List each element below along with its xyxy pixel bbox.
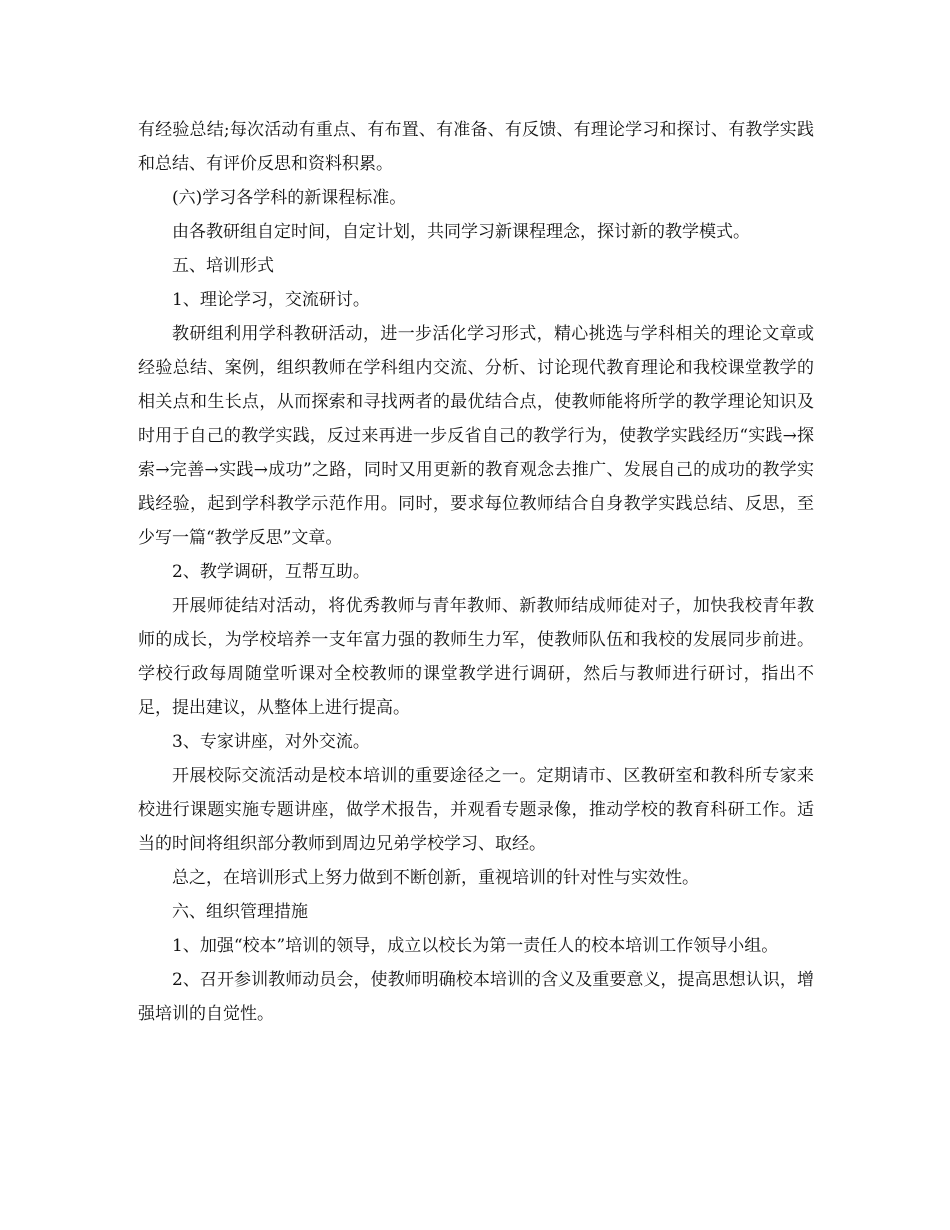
- subheading-new-curriculum: (六)学习各学科的新课程标准。: [172, 188, 407, 208]
- document-body: [138, 113, 814, 1031]
- subheading-theory-study: 1、理论学习，交流研讨。: [172, 290, 370, 310]
- paragraph: 教研组利用学科教研活动，进一步活化学习形式，精心挑选与学科相关的理论文章或经验总结、案例，组织教师在学科组内交流、分析、讨论现代教育理论和我校课堂教学的相关点和生长点，从而探索和寻找两者的最优结合点，使教师能将所学的教学理论知识及时用于自己的教学实践，反过来再进一步反省自己的教学行为，使教学实践经历“实践→探索→完善→实践→成功”之路，同时又用更新的教育观念去推广、发展自己的成功的教学实践经验，起到学科教学示范作用。同时，要求每位教师结合自身教学实践总结、反思，至少写一篇“教学反思”文章。: [138, 324, 814, 548]
- subheading-expert-lectures: 3、专家讲座，对外交流。: [172, 732, 370, 752]
- paragraph-continued: 有经验总结;每次活动有重点、有布置、有准备、有反馈、有理论学习和探讨、有教学实践和总结、有评价反思和资料积累。: [138, 120, 814, 174]
- paragraph: 开展校际交流活动是校本培训的重要途径之一。定期请市、区教研室和教科所专家来校进行课题实施专题讲座，做学术报告，并观看专题录像，推动学校的教育科研工作。适当的时间将组织部分教师到周边兄弟学校学习、取经。: [138, 766, 814, 854]
- list-item: 2、召开参训教师动员会，使教师明确校本培训的含义及重要意义，提高思想认识，增强培训的自觉性。: [138, 970, 814, 1024]
- paragraph: 由各教研组自定时间，自定计划，共同学习新课程理念，探讨新的教学模式。: [172, 222, 750, 242]
- paragraph: 总之，在培训形式上努力做到不断创新，重视培训的针对性与实效性。: [172, 868, 699, 888]
- section-heading-training-forms: 五、培训形式: [172, 256, 274, 276]
- list-item: 1、加强“校本”培训的领导，成立以校长为第一责任人的校本培训工作领导小组。: [172, 936, 779, 956]
- paragraph: 开展师徒结对活动，将优秀教师与青年教师、新教师结成师徒对子，加快我校青年教师的成长，为学校培养一支年富力强的教师生力军，使教师队伍和我校的发展同步前进。学校行政每周随堂听课对全校教师的课堂教学进行调研，然后与教师进行研讨，指出不足，提出建议，从整体上进行提高。: [138, 596, 814, 718]
- section-heading-management: 六、组织管理措施: [172, 902, 308, 922]
- subheading-teaching-research: 2、教学调研，互帮互助。: [172, 562, 370, 582]
